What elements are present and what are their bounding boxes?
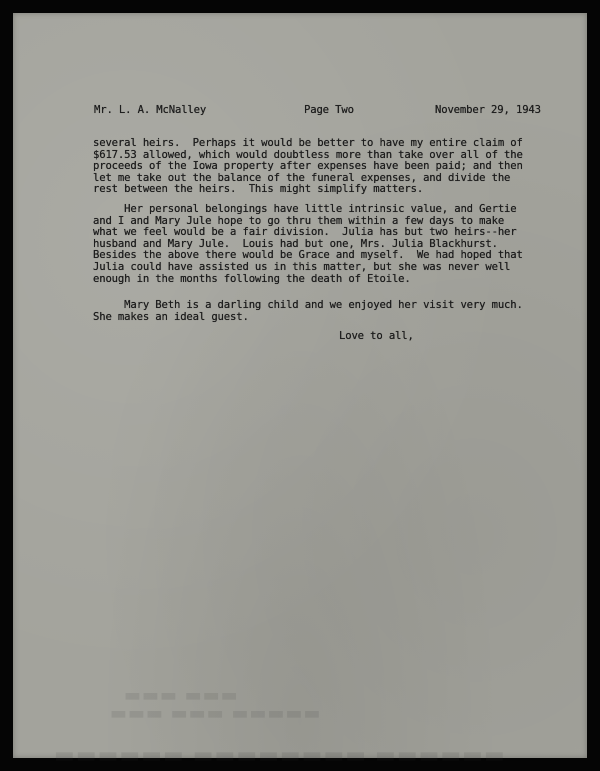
text-line: let me take out the balance of the funeral expenses, and divide the [93, 171, 511, 184]
paragraph-belongings [93, 204, 523, 285]
text-line: what we feel would be a fair division. Julia has but two heirs--her [93, 226, 517, 239]
header-addressee: Mr. L. A. McNalley [94, 104, 207, 116]
text-line: proceeds of the Iowa property after expenses have been paid; and then [93, 160, 523, 173]
text-line: Besides the above there would be Grace and myself. We had hoped that [93, 249, 523, 262]
text-line: $617.53 allowed, which would doubtless more than take over all of the [93, 148, 523, 161]
header-page-number: Page Two [304, 104, 354, 116]
header-date: November 29, 1943 [435, 104, 541, 116]
paragraph-visit [93, 300, 523, 323]
text-line: Her personal belongings have little intrinsic value, and Gertie [93, 203, 517, 215]
bleed-through-mark: ▬▬▬ ▬▬▬ [123, 685, 238, 706]
text-line: enough in the months following the death of Etoile. [93, 272, 411, 285]
text-line: and I and Mary Jule hope to go thru them within a few days to make [93, 214, 505, 227]
text-line: several heirs. Perhaps it would be better to have my entire claim of [93, 137, 523, 149]
letter-page [13, 13, 587, 768]
text-line: Julia could have assisted us in this matter, but she was never well [93, 260, 511, 273]
paragraph-claim [93, 138, 523, 196]
text-line: She makes an ideal guest. [93, 310, 249, 323]
bleed-through-mark: ▬▬▬▬▬▬ ▬▬▬▬▬▬▬▬ ▬▬▬▬▬▬ [53, 743, 505, 768]
bleed-through-mark: ▬▬▬▬▬ ▬▬▬ ▬▬▬ [109, 703, 321, 724]
text-line: rest between the heirs. This might simplify matters. [93, 183, 424, 196]
letter-closing: Love to all, [339, 330, 414, 342]
text-line: Mary Beth is a darling child and we enjoyed her visit very much. [93, 299, 523, 311]
text-line: husband and Mary Jule. Louis had but one, Mrs. Julia Blackhurst. [93, 237, 498, 250]
